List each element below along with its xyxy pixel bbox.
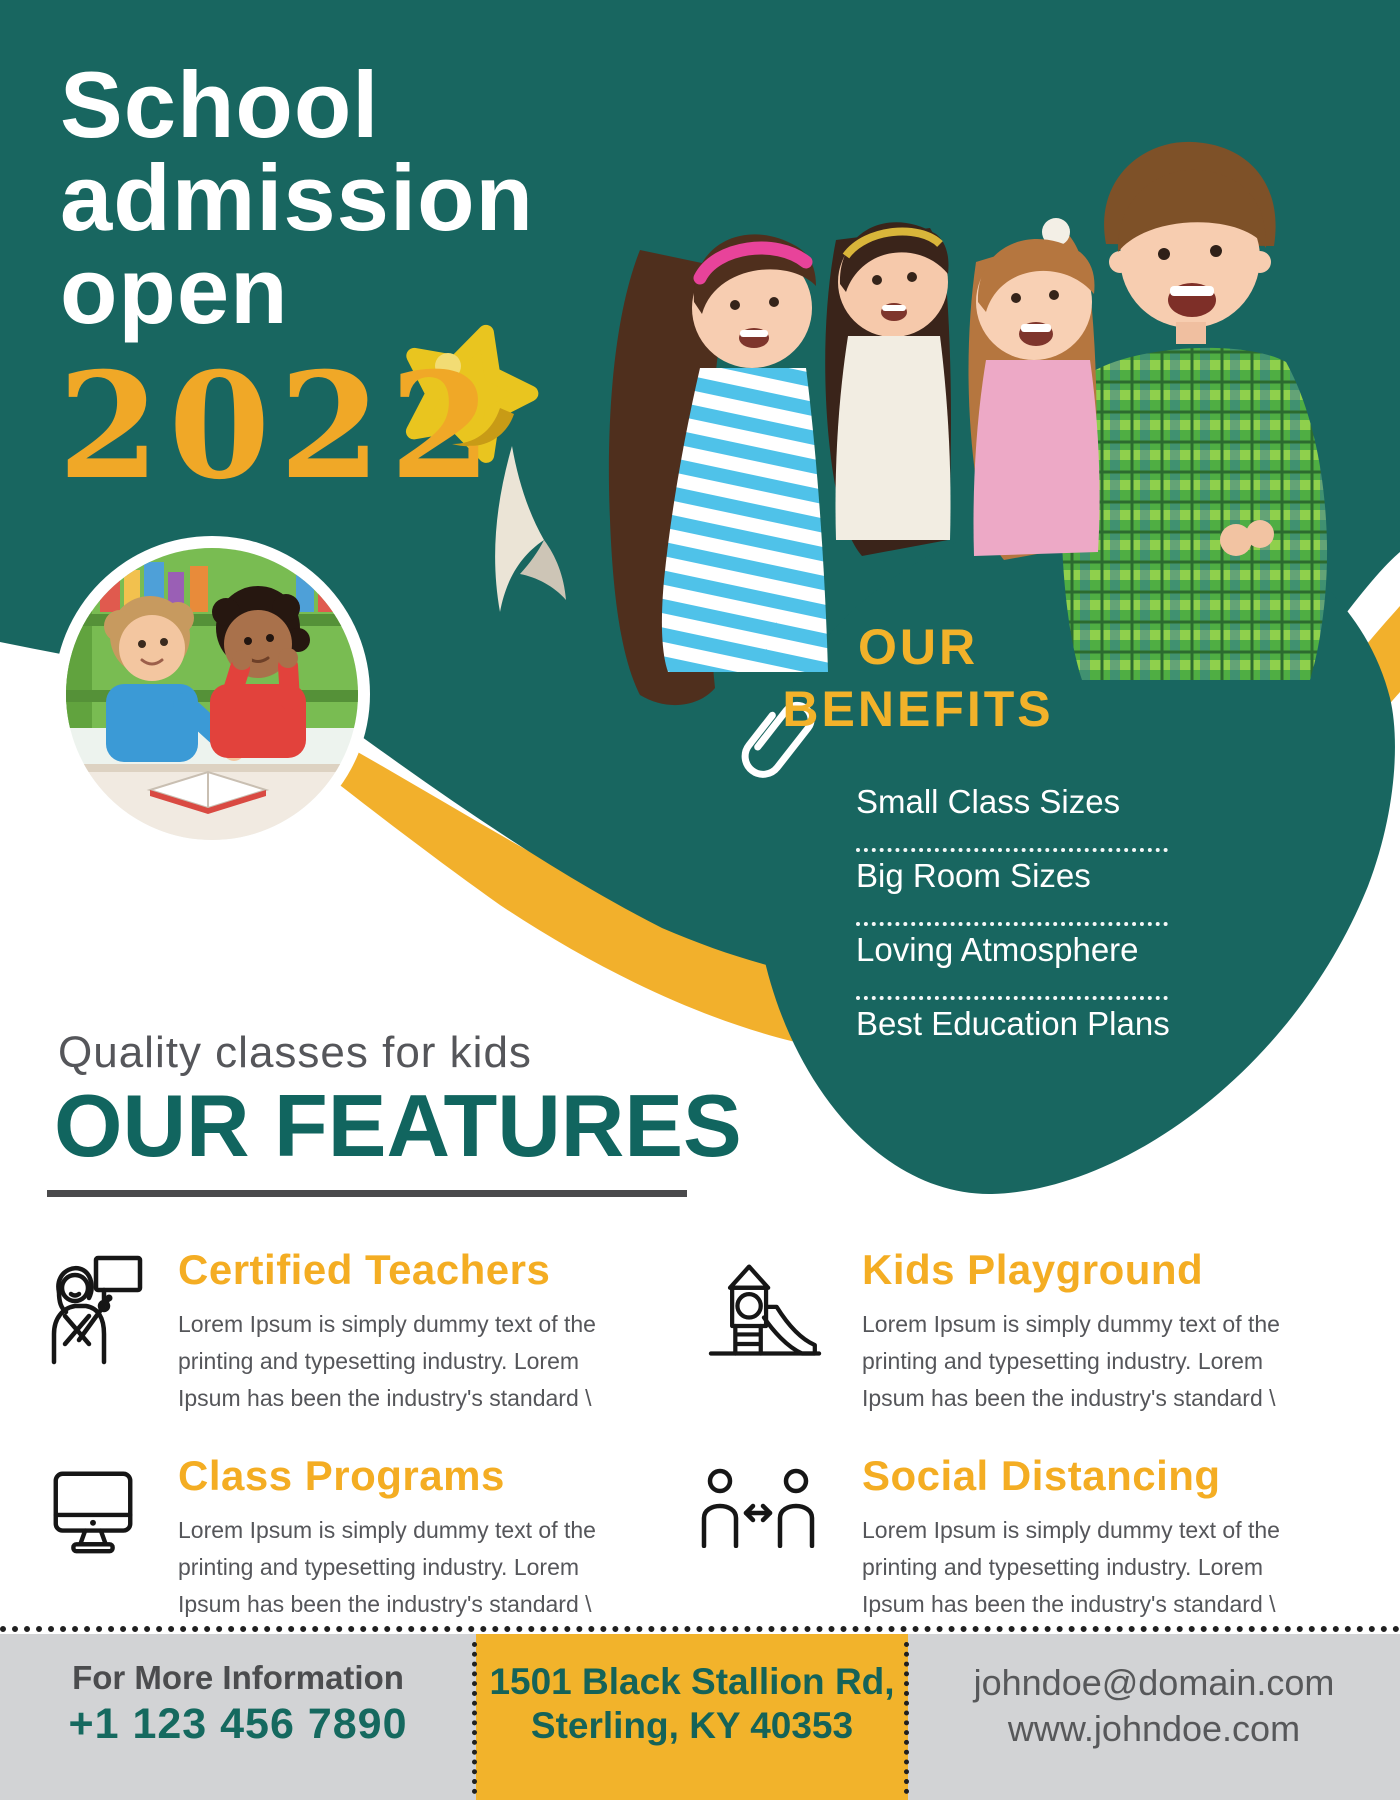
feature-social-distancing: [698, 1452, 1366, 1623]
benefits-heading: [756, 616, 1080, 740]
feature-title: Kids Playground: [862, 1246, 1204, 1293]
title-line-1: School: [60, 52, 380, 157]
footer-phone: +1 123 456 7890: [68, 1700, 408, 1748]
footer-address-line-1: 1501 Black Stallion Rd,: [489, 1661, 895, 1702]
footer-separator-dotted: [472, 1642, 477, 1794]
feature-kids-playground: [706, 1246, 1366, 1417]
footer-divider-dotted: [0, 1626, 1400, 1632]
monitor-icon: [44, 1452, 178, 1565]
benefit-item: Big Room Sizes: [856, 852, 1168, 926]
feature-certified-teachers: [44, 1246, 624, 1417]
feature-title: Certified Teachers: [178, 1246, 551, 1293]
feature-title: Social Distancing: [862, 1452, 1221, 1499]
circle-kids-photo: [54, 536, 370, 852]
title-line-3: open: [60, 238, 289, 343]
footer-separator-dotted: [904, 1642, 909, 1794]
feature-title: Class Programs: [178, 1452, 505, 1499]
features-heading: OUR FEATURES: [54, 1076, 742, 1175]
benefits-heading-line-2: BENEFITS: [782, 681, 1054, 737]
footer-address-line-2: Sterling, KY 40353: [530, 1705, 854, 1746]
footer-website: www.johndoe.com: [1007, 1708, 1301, 1749]
footer-web-block: [908, 1634, 1400, 1800]
benefit-item: Small Class Sizes: [856, 778, 1168, 852]
features-underline-divider: [47, 1190, 687, 1197]
title-line-2: admission: [60, 145, 534, 250]
page-title: [60, 52, 534, 343]
year-label: 2022: [58, 341, 501, 512]
playground-icon: [706, 1246, 862, 1367]
feature-class-programs: [44, 1452, 624, 1623]
feature-body: Lorem Ipsum is simply dummy text of the printing and typesetting industry. Lorem Ipsum has been the industry's standard \: [862, 1517, 1280, 1617]
benefit-item: Loving Atmosphere: [856, 926, 1168, 1000]
tagline: Quality classes for kids: [58, 1028, 532, 1077]
feature-body: Lorem Ipsum is simply dummy text of the printing and typesetting industry. Lorem Ipsum has been the industry's standard \: [862, 1311, 1280, 1411]
benefit-item: Best Education Plans: [856, 1005, 1170, 1042]
footer-address-block: [476, 1634, 908, 1800]
feature-body: Lorem Ipsum is simply dummy text of the printing and typesetting industry. Lorem Ipsum has been the industry's standard \: [178, 1311, 596, 1411]
footer-contact-block: [0, 1634, 476, 1800]
benefits-list: [856, 778, 1168, 1074]
benefits-heading-line-1: OUR: [857, 619, 979, 675]
footer-info-label: For More Information: [72, 1659, 404, 1696]
footer-email: johndoe@domain.com: [973, 1662, 1335, 1703]
social-distancing-icon: [698, 1452, 862, 1553]
feature-body: Lorem Ipsum is simply dummy text of the printing and typesetting industry. Lorem Ipsum has been the industry's standard \: [178, 1517, 596, 1617]
teacher-icon: [44, 1246, 178, 1371]
